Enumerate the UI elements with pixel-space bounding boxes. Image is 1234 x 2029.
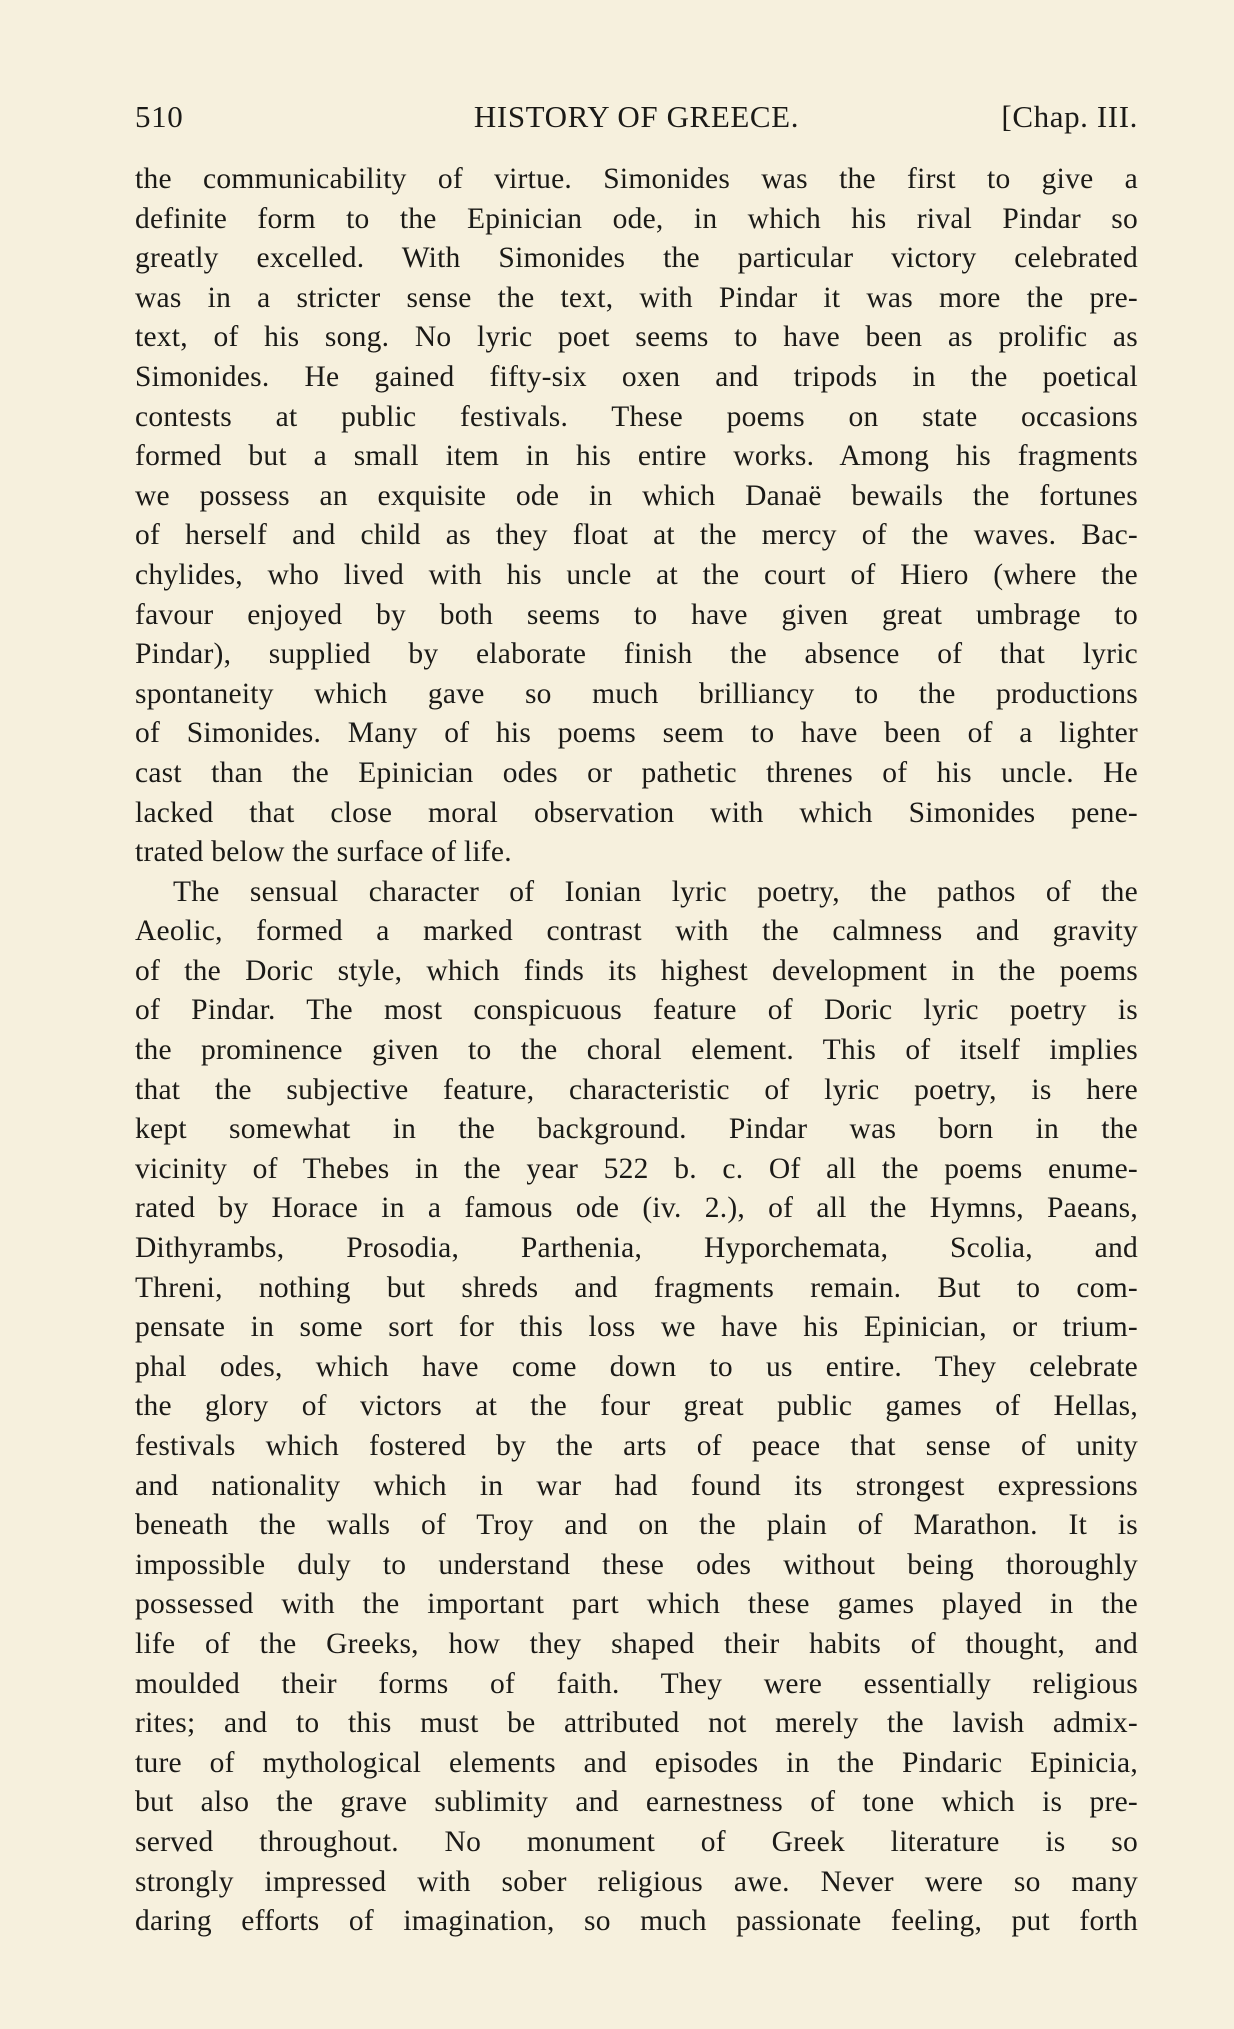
text-line: rated by Horace in a famous ode (iv. 2.), of all the Hymns, Paeans, [135,1192,1138,1225]
text-line: impossible duly to understand these odes without being thoroughly [135,1548,1138,1581]
text-line: was in a stricter sense the text, with Pindar it was more the pre- [135,281,1138,314]
text-line: and nationality which in war had found its strongest expressions [135,1469,1138,1502]
text-line: festivals which fostered by the arts of peace that sense of unity [135,1430,1138,1462]
text-line: The sensual character of Ionian lyric poetry, the pathos of the [173,875,1138,908]
running-header [135,92,1138,142]
text-line: chylides, who lived with his uncle at the court of Hiero (where the [135,558,1138,591]
page-number: 510 [135,99,184,134]
body-text [135,160,1138,1942]
text-line: lacked that close moral observation with which Simonides pene- [135,796,1138,829]
text-line: of Pindar. The most conspicuous feature of Doric lyric poetry is [135,994,1138,1027]
text-line: possessed with the important part which these games played in the [135,1588,1138,1621]
text-line: the prominence given to the choral element. This of itself implies [135,1034,1138,1067]
text-line: of herself and child as they float at the mercy of the waves. Bac- [135,519,1138,552]
text-line: cast than the Epinician odes or pathetic threnes of his uncle. He [135,756,1138,789]
text-line: favour enjoyed by both seems to have given great umbrage to [135,598,1138,631]
text-line: definite form to the Epinician ode, in which his rival Pindar so [135,202,1138,235]
text-line: vicinity of Thebes in the year 522 b. c. Of all the poems enume- [135,1152,1138,1185]
text-line: Dithyrambs, Prosodia, Parthenia, Hyporchemata, Scolia, and [135,1232,1138,1265]
text-line: of Simonides. Many of his poems seem to have been of a lighter [135,717,1138,750]
text-line: the glory of victors at the four great public games of Hellas, [135,1390,1138,1423]
text-line: that the subjective feature, characteristic of lyric poetry, is here [135,1073,1138,1106]
text-line: Aeolic, formed a marked contrast with the calmness and gravity [135,915,1138,948]
text-line: Pindar), supplied by elaborate finish the absence of that lyric [135,638,1138,671]
text-line: trated below the surface of life. [135,836,512,869]
text-line: moulded their forms of faith. They were essentially religious [135,1667,1138,1700]
text-line: Simonides. He gained fifty-six oxen and tripods in the poetical [135,360,1138,393]
text-line: ture of mythological elements and episodes in the Pindaric Epinicia, [135,1746,1138,1779]
running-title: HISTORY OF GREECE. [473,99,800,134]
text-line: phal odes, which have come down to us entire. They celebrate [135,1350,1138,1383]
text-line: pensate in some sort for this loss we have his Epinician, or trium- [135,1311,1138,1344]
text-line: spontaneity which gave so much brilliancy to the productions [135,677,1138,710]
text-line: but also the grave sublimity and earnestness of tone which is pre- [135,1786,1138,1819]
text-line: rites; and to this must be attributed not merely the lavish admix- [135,1707,1138,1740]
text-line: strongly impressed with sober religious awe. Never were so many [135,1865,1138,1898]
text-line: kept somewhat in the background. Pindar was born in the [135,1113,1138,1146]
text-line: the communicability of virtue. Simonides was the first to give a [135,163,1138,195]
text-line: daring efforts of imagination, so much passionate feeling, put forth [135,1905,1138,1938]
text-line: life of the Greeks, how they shaped their habits of thought, and [135,1627,1138,1660]
text-line: formed but a small item in his entire works. Among his fragments [135,440,1138,473]
text-line: of the Doric style, which finds its highest development in the poems [135,954,1138,987]
chapter-label: [Chap. III. [1001,99,1138,134]
text-line: beneath the walls of Troy and on the plain of Marathon. It is [135,1509,1138,1542]
text-line: served throughout. No monument of Greek literature is so [135,1825,1138,1858]
text-line: Threni, nothing but shreds and fragments remain. But to com- [135,1271,1138,1304]
text-line: we possess an exquisite ode in which Danaë bewails the fortunes [135,479,1138,512]
text-line: contests at public festivals. These poems on state occasions [135,400,1138,433]
text-line: text, of his song. No lyric poet seems to have been as prolific as [135,321,1138,354]
text-line: greatly excelled. With Simonides the particular victory celebrated [135,242,1138,275]
